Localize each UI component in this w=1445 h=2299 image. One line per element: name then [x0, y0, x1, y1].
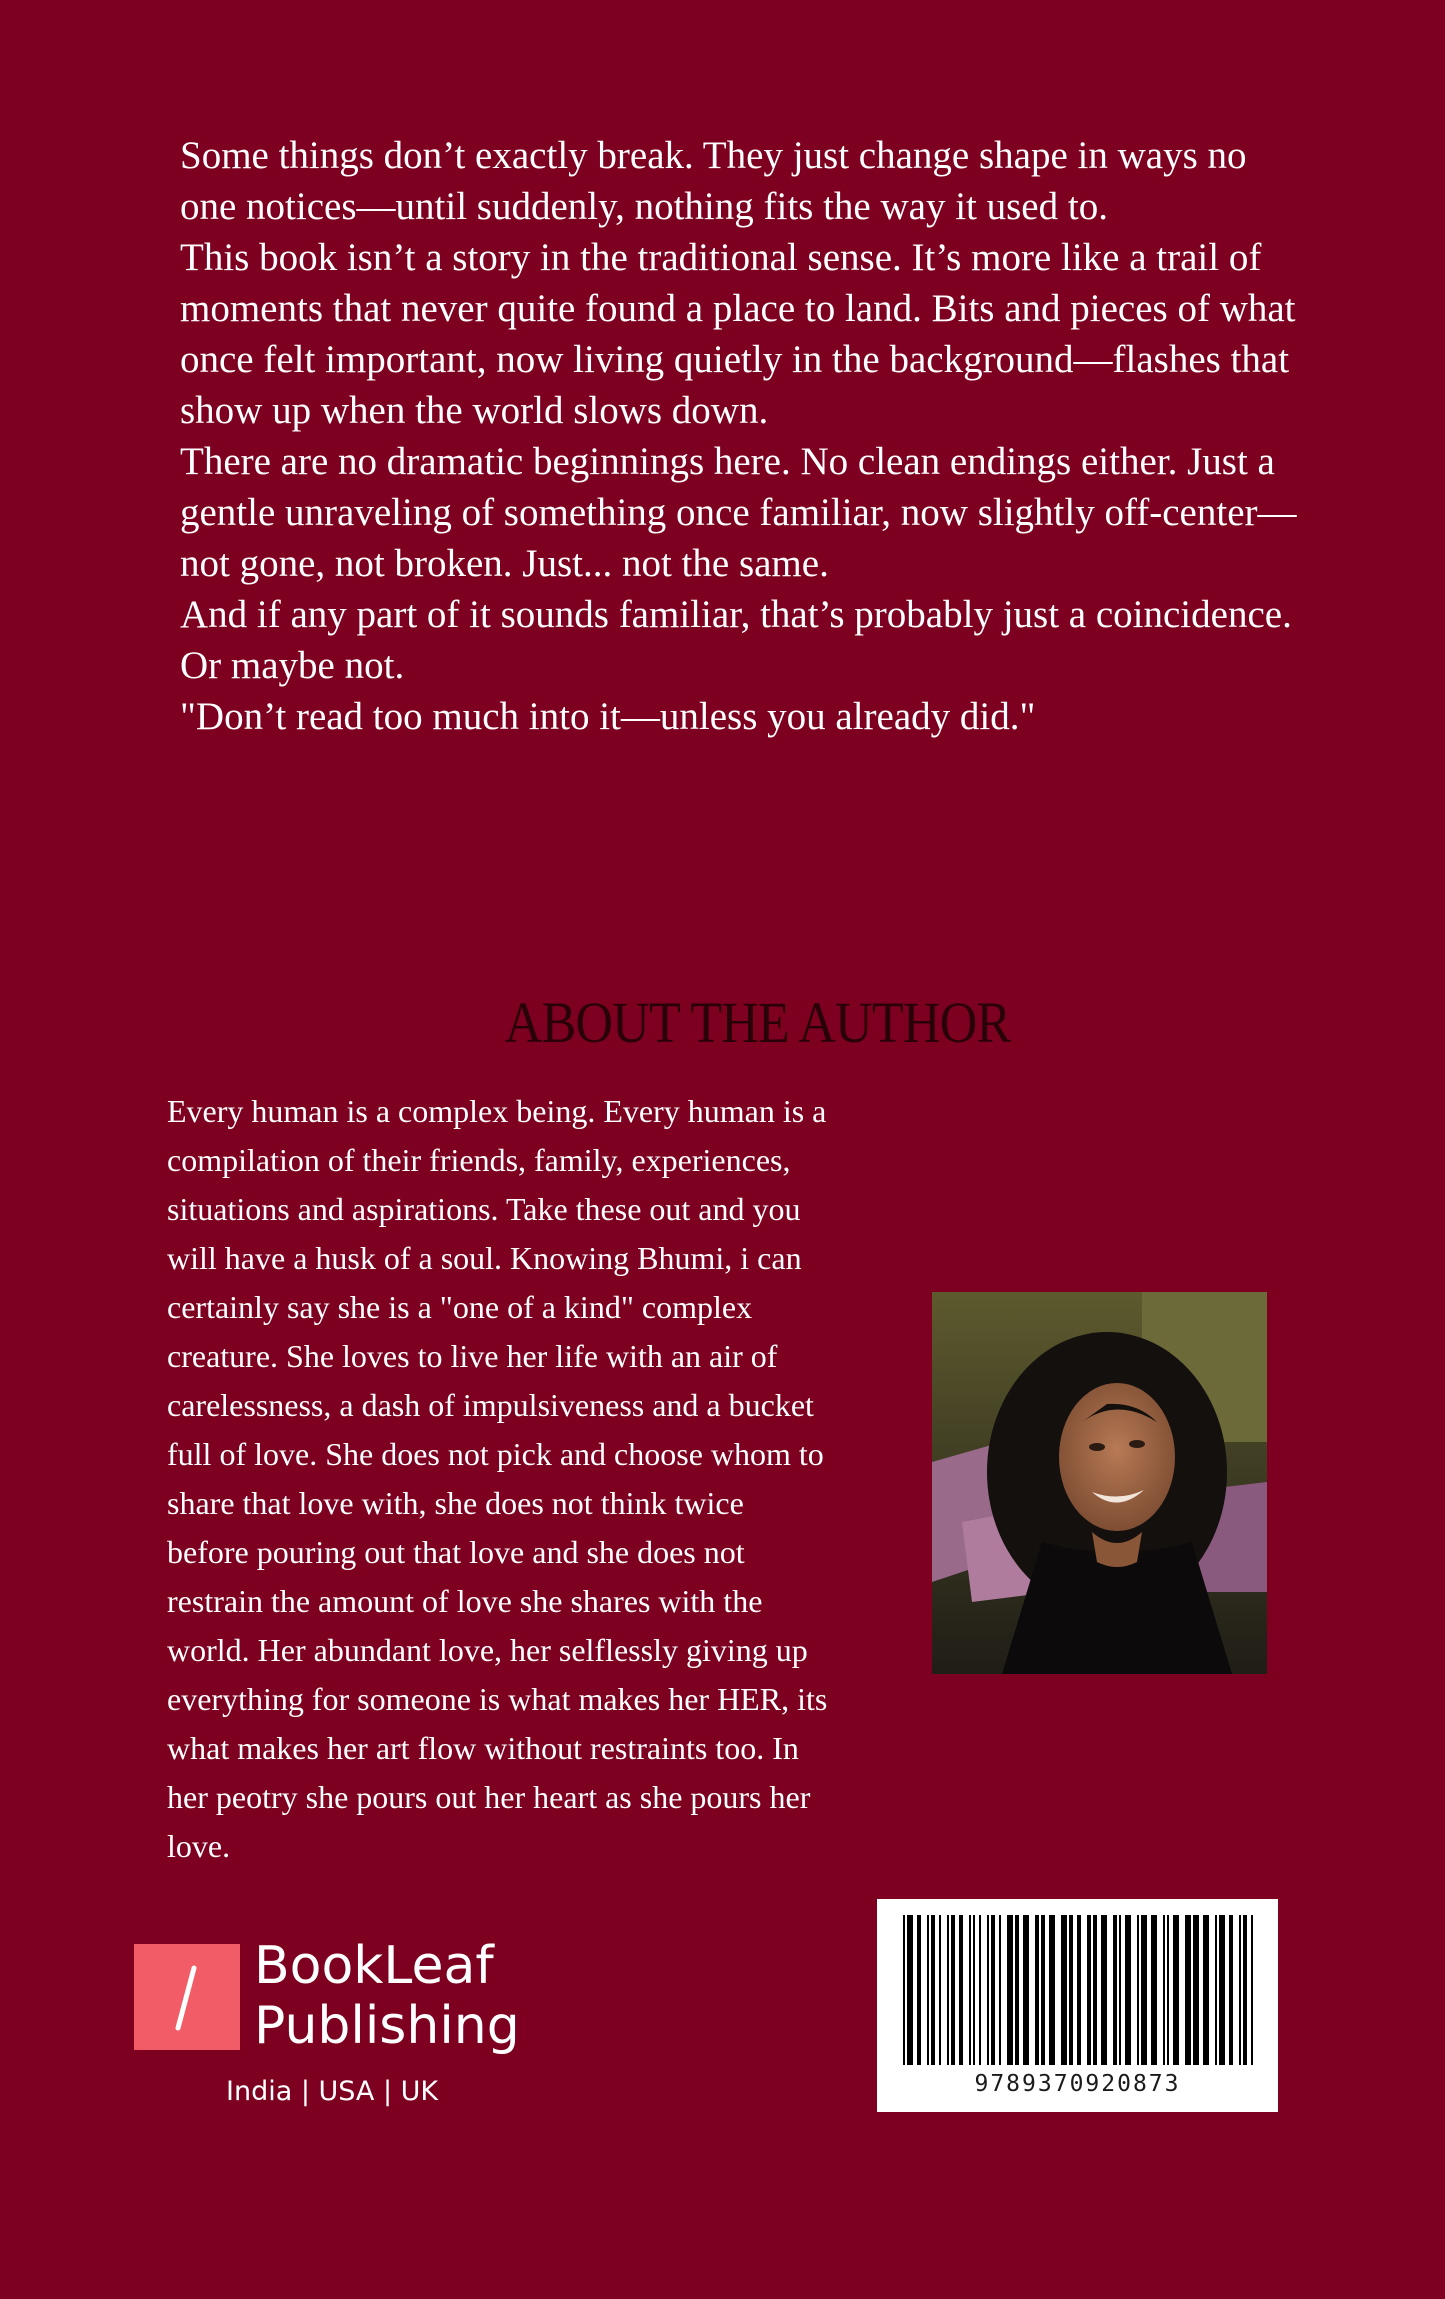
barcode-bar	[969, 1915, 971, 2065]
barcode-bar	[1041, 1915, 1045, 2065]
barcode-bar	[947, 1915, 949, 2065]
barcode-bar	[1113, 1915, 1117, 2065]
barcode-bar	[1251, 1915, 1253, 2065]
bio-line: share that love with, she does not think twice	[167, 1485, 744, 1521]
bio-line: Every human is a complex being. Every human is a	[167, 1093, 827, 1129]
bio-line: restrain the amount of love she shares with the	[167, 1583, 763, 1619]
bio-line: certainly say she is a "one of a kind" complex	[167, 1289, 753, 1325]
barcode-bar	[927, 1915, 929, 2065]
barcode-bar	[1239, 1915, 1241, 2065]
bookleaf-slash-icon	[134, 1944, 240, 2050]
publisher-name	[254, 1936, 520, 2056]
barcode-bar	[903, 1915, 905, 2065]
isbn-number: 9789370920873	[974, 2071, 1181, 2097]
barcode-bar	[1141, 1915, 1147, 2065]
about-heading: ABOUT THE AUTHOR	[504, 990, 1011, 1055]
blurb-paragraph: Or maybe not.	[180, 644, 405, 687]
bio-line: will have a husk of a soul. Knowing Bhumi, i can	[167, 1240, 802, 1276]
barcode-bar	[1125, 1915, 1131, 2065]
bio-line: full of love. She does not pick and choose whom to	[167, 1436, 824, 1472]
publisher-name-line1: BookLeaf	[254, 1936, 494, 1996]
barcode-icon	[877, 1899, 1278, 2069]
barcode-bar	[1077, 1915, 1081, 2065]
bio-line: what makes her art flow without restraints too. In	[167, 1730, 799, 1766]
isbn-barcode	[877, 1899, 1278, 2112]
publisher-regions: India | USA | UK	[226, 2076, 439, 2107]
blurb	[180, 130, 1300, 742]
barcode-bar	[991, 1915, 995, 2065]
barcode-bar	[1193, 1915, 1199, 2065]
barcode-bar	[1163, 1915, 1165, 2065]
barcode-bar	[973, 1915, 975, 2065]
barcode-bar	[1243, 1915, 1247, 2065]
barcode-bar	[1167, 1915, 1169, 2065]
bio-line: everything for someone is what makes her HER, its	[167, 1681, 828, 1717]
blurb-paragraph: "Don’t read too much into it—unless you already did."	[180, 695, 1036, 738]
barcode-bar	[1093, 1915, 1097, 2065]
barcode-bar	[987, 1915, 989, 2065]
barcode-bar	[1087, 1915, 1091, 2065]
barcode-bar	[951, 1915, 955, 2065]
barcode-bar	[1049, 1915, 1055, 2065]
barcode-bar	[1007, 1915, 1013, 2065]
barcode-bar	[979, 1915, 981, 2065]
blurb-paragraph: And if any part of it sounds familiar, that’s probably just a coincidence.	[180, 593, 1292, 636]
blurb-paragraph: This book isn’t a story in the traditional sense. It’s more like a trail of moments that never quite found a place to land. Bits and pieces of what once felt important, now living quietly in the background—flashes that show up when the world slows down.	[180, 236, 1296, 432]
barcode-bar	[1023, 1915, 1029, 2065]
blurb-paragraph: Some things don’t exactly break. They just change shape in ways no one notices—until suddenly, nothing fits the way it used to.	[180, 134, 1247, 228]
barcode-bar	[999, 1915, 1001, 2065]
bio-line: her peotry she pours out her heart as she pours her	[167, 1779, 811, 1815]
blurb-paragraph: There are no dramatic beginnings here. No clean endings either. Just a gentle unraveling of something once familiar, now slightly off-center—not gone, not broken. Just... not the same.	[180, 440, 1297, 585]
barcode-bar	[1173, 1915, 1179, 2065]
bio-line: love.	[167, 1828, 231, 1864]
bio-line: before pouring out that love and she does not	[167, 1534, 745, 1570]
barcode-bar	[1101, 1915, 1107, 2065]
barcode-bar	[1137, 1915, 1139, 2065]
barcode-bar	[1229, 1915, 1233, 2065]
barcode-bar	[1015, 1915, 1019, 2065]
barcode-bar	[1203, 1915, 1209, 2065]
publisher-name-line2: Publishing	[254, 1996, 520, 2056]
bio-line: compilation of their friends, family, experiences,	[167, 1142, 791, 1178]
author-bio	[167, 1087, 827, 1871]
bio-line: carelessness, a dash of impulsiveness and a bucket	[167, 1387, 814, 1423]
barcode-bar	[907, 1915, 913, 2065]
barcode-bar	[917, 1915, 921, 2065]
barcode-bar	[1069, 1915, 1073, 2065]
barcode-bar	[1061, 1915, 1067, 2065]
barcode-bar	[1215, 1915, 1217, 2065]
barcode-bar	[1035, 1915, 1039, 2065]
barcode-bar	[931, 1915, 935, 2065]
barcode-bar	[939, 1915, 941, 2065]
bio-line: world. Her abundant love, her selflessly giving up	[167, 1632, 808, 1668]
barcode-bar	[1151, 1915, 1157, 2065]
barcode-bar	[1185, 1915, 1191, 2065]
bio-line: situations and aspirations. Take these out and you	[167, 1191, 801, 1227]
author-photo	[932, 1292, 1267, 1674]
barcode-bar	[959, 1915, 963, 2065]
bio-line: creature. She loves to live her life with an air of	[167, 1338, 778, 1374]
barcode-bar	[1219, 1915, 1225, 2065]
barcode-bar	[1119, 1915, 1121, 2065]
